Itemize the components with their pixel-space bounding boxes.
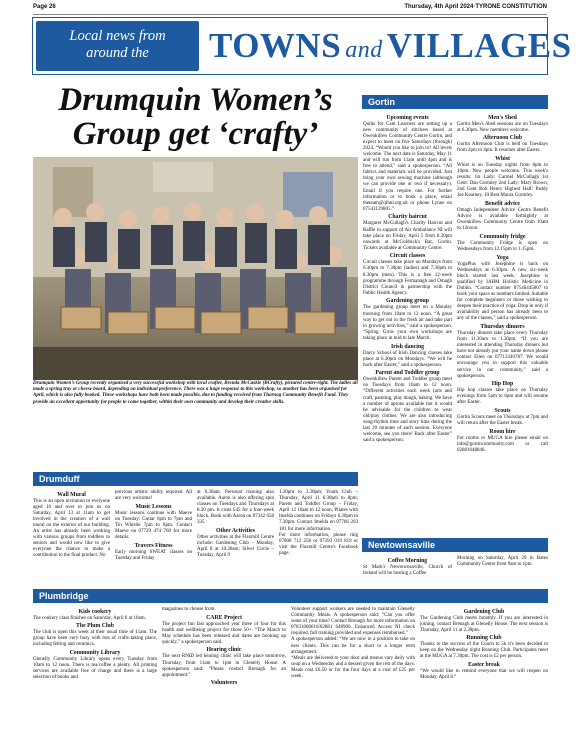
group-photo <box>33 157 358 380</box>
photo-caption: Drumquin Women’s Group recently organised a very successful workshop with local crafter, Brenda McCaskie (BCrafty), pictured centre-right. The ladies all made a spring tray or cheese board, depending on individual preference. There was a huge response to this workshop, so another has been organised for April, which is also fully booked. These workshops have both been made possible, due to funding received from Thornog Community Benefit Fund. They provide an excellent opportunity for people to come together, within their own community and develop their creative skills. <box>33 381 358 405</box>
item-heading: Easter break <box>468 662 500 669</box>
item-heading: Yoga <box>496 254 509 261</box>
item-body: The gardening group meet on a Monday morning from 10am to 12 noon. “A great way to get out in the fresh air and take part in growing activities,” said a spokesperson. “Spring. Grow your own workshops are taking place in mid to late March. <box>363 305 452 341</box>
item-body: This is an open invitation to everyone aged 16 and over to join us on Saturday, April 13 at 11am to get involved in the creation of a wall mural on the exterior of our building. An artist has already been working with various groups from toddlers to seniors and would now like to give everyone the chance to make a contribution to the final product. No <box>33 498 110 559</box>
item-heading: Irish dancing <box>390 343 425 350</box>
item-heading: Community fridge <box>479 233 526 240</box>
item-body: Gortin Men's Shed sessions are on Tuesdays at 6.30pm. New members welcome. <box>457 121 548 133</box>
item-body: Volunteer support workers are needed to maintain Glenelly Community Meals. A spokesperson said: “Can you offer some of your time? Contact Brenagh for more information on 07831060616/02881 648900. Enhanced Access NI check required, full training provided and expenses reimbursed.” <box>291 607 415 637</box>
item-body: Thursday dinners take place every Thursday from 11.30am to 1.30pm. “If you are interested in attending Thursday dinners but have not already put your name down please contact Ellen on 07713340787. We would encourage you to support this valuable service in our community,” said a spokesperson. <box>457 330 548 379</box>
drumduff-section-bar: Drumduff <box>33 472 358 486</box>
item-body: The Community Fridge is open on Wednesdays from 12.15pm to 1.15pm. <box>457 240 548 252</box>
plumbridge-column-4 <box>420 607 548 681</box>
item-body: Owenkillew Parent and Toddler group meet on Tuesdays from 10am to 12 noon. “Different activities each week (arts and craft, painting, play dough, baking. We have a number of aprons available but it would be advisable for the children to wear old/play clothes. We are also introducing song/rhythm time and story time during the last 20 minutes of each session. Everyone welcome, see you there! Back after Easter” said a spokesperson. <box>363 377 452 444</box>
item-heading: Running Club <box>466 635 502 642</box>
item-heading: Kids cookery <box>78 608 112 615</box>
drumduff-column-4 <box>279 490 358 557</box>
item-body: For more information, please ring 07808 712 258 or 07393 019 819 or visit the Flaxmill Centre's Facebook page. <box>279 532 358 556</box>
tagline-line-1: Local news from <box>69 28 166 44</box>
item-heading: Parent and Toddler group <box>375 370 440 377</box>
masthead-tagline <box>36 21 199 71</box>
item-heading: The Plum Club <box>75 623 114 630</box>
item-body: at 6.30am. Personal training also available. Aaron is also offering spin classes on Tuesdays and Thursdays at 8.30 pm. It costs £45 for a four-week block. Book with Aaron on 07342 658 335 <box>197 490 274 526</box>
drumduff-column-3 <box>197 490 274 559</box>
gortin-column-1 <box>363 113 452 444</box>
plumbridge-section-bar: Plumbridge <box>33 589 548 603</box>
item-body: “We would like to remind everyone that we will reopen on Monday, April 8.” <box>420 669 548 681</box>
headline-line-2: Group get ‘crafty’ <box>72 116 319 152</box>
masthead-towns: TOWNS <box>209 26 342 65</box>
item-heading: Wall Mural <box>57 491 86 498</box>
item-body: Margaret McCullagh's Charity Haircut and Raffle in support of Air Ambulance NI will take place on Friday, April 5 from 8.30pm onwards at McGoldrick's Bar, Gortin. Tickets available at Community Centre. <box>363 221 452 251</box>
gortin-section-bar: Gortin <box>362 95 548 109</box>
masthead-and: and <box>345 37 383 63</box>
item-heading: Volunteers <box>210 680 238 687</box>
item-body: Early morning SWEAT classes on Tuesday and Friday <box>115 549 192 561</box>
item-heading: CARE Project <box>206 614 242 621</box>
item-heading: Gardening group <box>386 298 429 305</box>
masthead-villages: VILLAGES <box>386 26 572 65</box>
masthead-title <box>209 18 572 73</box>
item-body: Music lessons continue with Maeve on Tuesday: Guitar 6pm to 7pm and Tin Whistle 7pm to 8pm. Contact Maeve on 07729 474 760 for more details. <box>115 510 192 541</box>
item-body: A spokesperson added: “We are now in a position to take on new clients. This can be for a short or a longer term arrangement. <box>291 637 415 655</box>
item-heading: Men's Shed <box>488 114 517 121</box>
item-body: Morning on Saturday, April 20 in Bates Community Centre from 9am to 1pm. <box>457 556 548 568</box>
item-heading: Gardening Club <box>463 608 505 615</box>
item-body: St Mark's Newtownsaville, Church of Ireland will be hosting a Coffee <box>363 564 452 576</box>
item-heading: Charity haircut <box>388 214 427 221</box>
section-masthead <box>32 17 572 75</box>
newtownsaville-column-2 <box>457 556 548 568</box>
item-body: Circuit classes take place on Mondays from 6.30pm to 7.30pm (ladies) and 7.30pm to 8.30pm (men). This is a free 12-week programme through Fermanagh and Omagh District Council in partnership with the Public Health Agency. <box>363 260 452 296</box>
item-body: YogaPlus with Josephine is back on Wednesdays at 6.30pm. A new six-week block started last week. Josephine is qualified by IAHM Holistic Medicine in Dublin. “Contact number 07546445007 to book your space as numbers limited. Suitable for complete beginners or those wishing to deepen their practice of yoga. Drop in only if availability and person has already been to any of the classes,” said a spokesperson. <box>457 261 548 322</box>
group-photo-illustration <box>33 157 358 380</box>
item-heading: Hip Hop <box>491 381 514 388</box>
item-body: Gortin Afternoon Club is held on Tuesdays from 2pm to 4pm. It resumes after Easter. <box>457 142 548 154</box>
item-body: Other activities at the Flaxmill Centre include: Gardening Club – Monday, April 8 at 10.30am; Silver Circle – Tuesday, April 9 <box>197 535 274 559</box>
newtownsaville-column-1 <box>363 556 452 577</box>
item-heading: Coffee Morning <box>387 557 428 564</box>
plumbridge-column-1 <box>33 607 157 681</box>
item-heading: Room hire <box>489 428 516 435</box>
page-number: Page 26 <box>33 4 56 10</box>
item-body: The Gardening Club meets monthly. If you are interested in joining, contact Brenagh at Glenelly House. The next session is Thursday, April 11 at 2.30pm. <box>420 615 548 633</box>
item-heading: Benefit advice <box>485 200 520 207</box>
newtownsaville-section-bar: Newtownsaville <box>362 538 548 552</box>
item-body: The club is open this week at their usual time of 11am. The group have been very busy with lots of crafts taking place, including felting and ceramics. <box>33 630 157 648</box>
running-header <box>33 4 547 15</box>
item-heading: Afternoon Club <box>482 135 523 142</box>
item-heading: Thursday dinners <box>480 323 525 330</box>
item-heading: Upcoming events <box>386 114 429 121</box>
item-body: Quilts for Cam Learners are setting up a new community of stitchers based at Owenkillew Community Centre Gortin, and expect to meet on five Saturdays (through) 2024. “Would you like to join in? All levels welcome. The next date is Saturday, May 11 and will run from 11am until 4pm and is free to attend,” said a spokesperson. “All fabrics and materials will be provided. Just bring your own sewing machine (although we can provide one or two if necessary). Email if you require one. For further information or to book a place, email theteam@qlhni.org.uk or phone Lynne on 07543129805.” <box>363 121 452 212</box>
article-headline <box>33 83 358 151</box>
item-body: The project fun fast approached year three of four for this health and wellbeing project for those 50+. “The March to May schedule has been released and dates are booking up quickly,” a spokesperson said. <box>162 621 286 645</box>
item-body: “Meals are delivered to your door and menus vary daily with soup on a Wednesday and a dessert given the rest of the days. Meals cost £6.50 or for the four days at a cost of £25 per week. <box>291 655 415 680</box>
plumbridge-column-2 <box>162 607 286 687</box>
headline-line-1: Drumquin Women’s <box>58 82 333 118</box>
item-body: The next RNID led hearing clinic will take place tomorrow, Thursday, from 11am to 1pm in Glenelly House. A spokesperson said: “Please contact Brenagh for an appointment.” <box>162 654 286 678</box>
item-body: Darcy School of Irish Dancing classes take place at 6.30pm on Mondays. “We will be back after Easter,” said a spokesperson. <box>363 350 452 368</box>
item-body: Gortin Scouts meet on Thursdays at 7pm and will return after the Easter break. <box>457 414 548 427</box>
item-body: For rooms or MUGA hire please email on info@gortincommunity.com or call 02881648846. <box>457 435 548 453</box>
item-heading: Community Library <box>69 649 121 656</box>
item-heading: Circuit classes <box>389 253 426 260</box>
item-body: previous artistic ability required. All are very welcome! <box>115 490 192 502</box>
item-heading: Scouts <box>494 407 511 414</box>
item-body: Omagh Independent Advice Centre Benefit Advice is available fortnightly at Owenkillew Community Centre from 10am to 12noon. <box>457 207 548 232</box>
item-body: Thanks to the success of the Couch to 5k it's been decided to keep on the Wednesday night Running Club. Participants meet at the MUGA at 7.30pm. The cost is £2 per person. <box>420 642 548 660</box>
item-body: The cookery class finishes on Saturday, April 6 at 10am. <box>33 615 146 621</box>
item-heading: Hearing clinic <box>206 647 242 654</box>
item-heading: Whist <box>495 155 510 162</box>
item-heading: Music Lessons <box>135 503 172 510</box>
paper-date: Thursday, 4th April 2024·TYRONE CONSTITUTION <box>404 4 547 10</box>
item-body: magazines to choose from. <box>162 607 216 612</box>
item-body: 1.30pm to 3.30pm; Youth Club – Thursday, April 11 6.30pm to 8pm; Parent and Toddler Group – Friday, April 12 10am to 12 noon; Pilates with Imelda continues on Fridays 6.30pm to 7.30pm. Contact Imelda on 07766 203 181 for more information. <box>279 490 358 532</box>
drumduff-column-2 <box>115 490 192 562</box>
item-body: Hip hop classes take place on Thursday evenings from 5pm to 6pm and will resume after Easter. <box>457 388 548 406</box>
item-body: Glenelly Community Library opens every Tuesday from 10am to 12 noon. There is tea/coffee a plenty. All printing services are available free of charge and there is a large selection of books and <box>33 656 157 681</box>
tagline-line-2: around the <box>86 45 149 61</box>
plumbridge-column-3 <box>291 607 415 680</box>
item-body: Whist is on Tuesday nights from 8pm to 10pm. New people welcome. This week's results: 1st Lady: Carmel McCullagh 1st Gent: Dan Gormley 2nd Lady: Mary Brown, 2nd Gent Bob Henry Highest Half: Paddy Joe Kearney, 10 Best Maura Gormley. <box>457 162 548 199</box>
gortin-column-2 <box>457 113 548 454</box>
item-heading: Other Activities <box>215 528 255 535</box>
item-heading: Travers Fitness <box>134 542 173 549</box>
drumduff-column-1 <box>33 490 110 559</box>
